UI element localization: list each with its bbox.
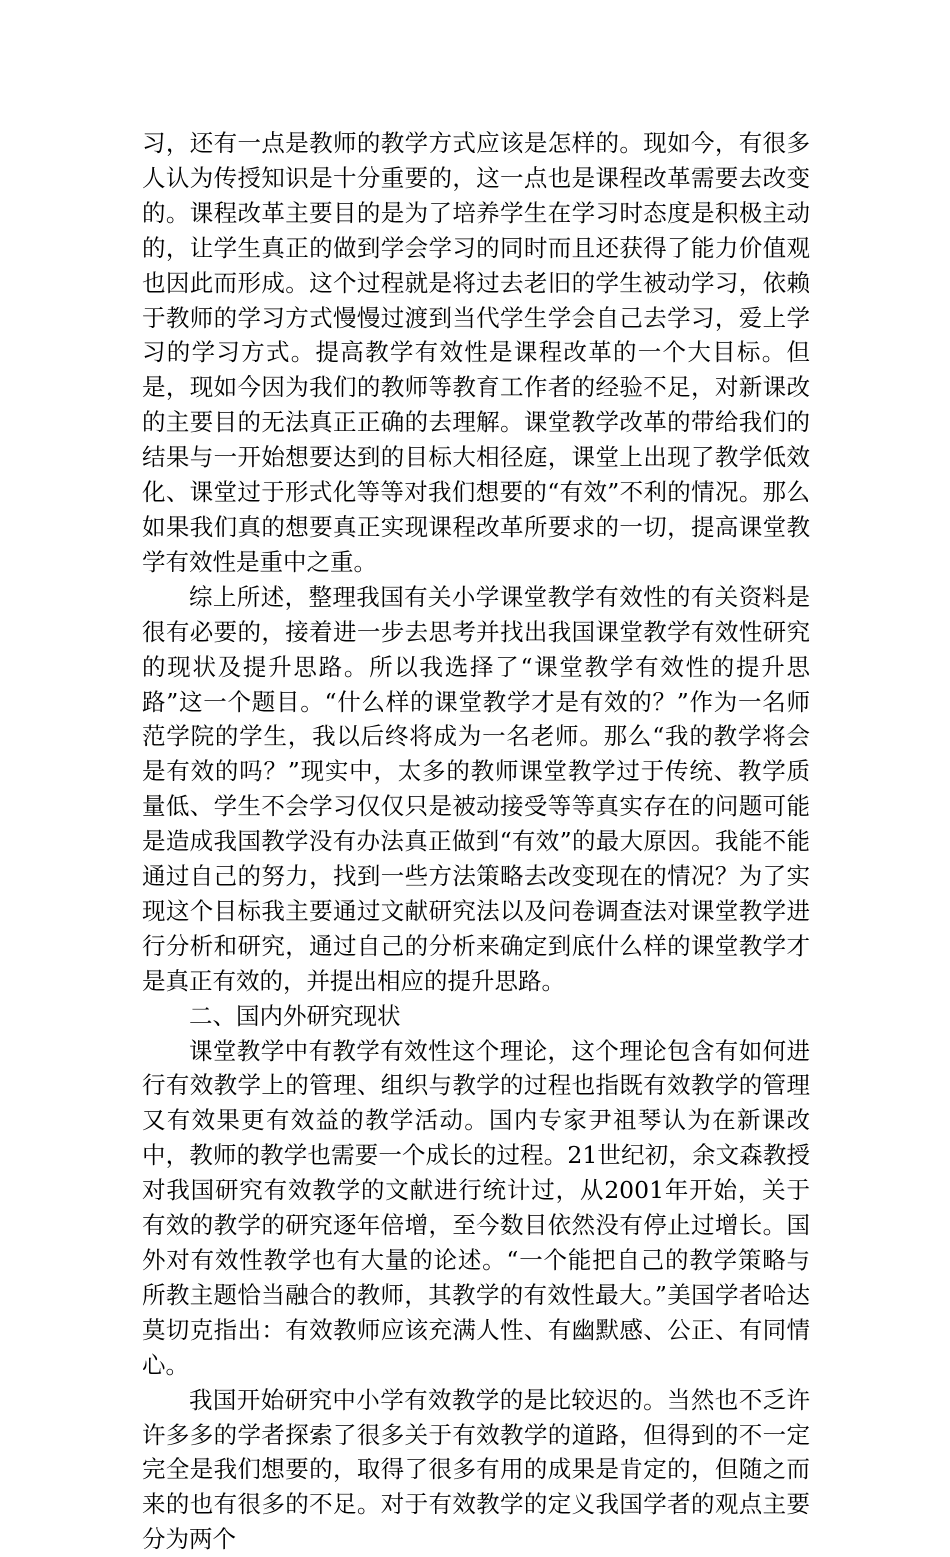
section-heading-research-status: 二、国内外研究现状 xyxy=(189,1001,401,1030)
paragraph-summary: 综上所述，整理我国有关小学课堂教学有效性的有关资料是很有必要的，接着进一步去思考并找出我国课堂教学有效性研究的现状及提升思路。所以我选择了“课堂教学有效性的提升思路”这一个题目。“什么样的课堂教学才是有效的？”作为一名师范学院的学生，我以后终将成为一名老师。那么“我的教学将会是有效的吗？”现实中，太多的教师课堂教学过于传统、教学质量低、学生不会学习仅仅只是被动接受等等真实存在的问题可能是造成我国教学没有办法真正做到“有效”的最大原因。我能不能通过自己的努力，找到一些方法策略去改变现在的情况？为了实现这个目标我主要通过文献研究法以及问卷调查法对课堂教学进行分析和研究，通过自己的分析来确定到底什么样的课堂教学才是真正有效的，并提出相应的提升思路。 xyxy=(142,582,810,995)
paragraph-curriculum-reform: 习，还有一点是教师的教学方式应该是怎样的。现如今，有很多人认为传授知识是十分重要的，这一点也是课程改革需要去改变的。课程改革主要目的是为了培养学生在学习时态度是积极主动的，让学生真正的做到学会学习的同时而且还获得了能力价值观也因此而形成。这个过程就是将过去老旧的学生被动学习，依赖于教师的学习方式慢慢过渡到当代学生学会自己去学习，爱上学习的学习方式。提高教学有效性是课程改革的一个大目标。但是，现如今因为我们的教师等教育工作者的经验不足，对新课改的主要目的无法真正正确的去理解。课堂教学改革的带给我们的结果与一开始想要达到的目标大相径庭，课堂上出现了教学低效化、课堂过于形式化等等对我们想要的“有效”不利的情况。那么如果我们真的想要真正实现课程改革所要求的一切，提高课堂教学有效性是重中之重。 xyxy=(142,129,810,576)
paragraph-domestic-research: 我国开始研究中小学有效教学的是比较迟的。当然也不乏许许多多的学者探索了很多关于有效教学的道路，但得到的不一定完全是我们想要的，取得了很多有用的成果是肯定的，但随之而来的也有很多的不足。对于有效教学的定义我国学者的观点主要分为两个 xyxy=(142,1385,810,1554)
document-page xyxy=(142,126,810,1557)
paragraph-effective-teaching-theory: 课堂教学中有教学有效性这个理论，这个理论包含有如何进行有效教学上的管理、组织与教学的过程也指既有效教学的管理又有效果更有效益的教学活动。国内专家尹祖琴认为在新课改中，教师的教学也需要一个成长的过程。21世纪初，余文森教授对我国研究有效教学的文献进行统计过，从2001年开始，关于有效的教学的研究逐年倍增，至今数目依然没有停止过增长。国外对有效性教学也有大量的论述。“一个能把自己的教学策略与所教主题恰当融合的教师，其教学的有效性最大。”美国学者哈达莫切克指出：有效教师应该充满人性、有幽默感、公正、有同情心。 xyxy=(142,1036,810,1379)
